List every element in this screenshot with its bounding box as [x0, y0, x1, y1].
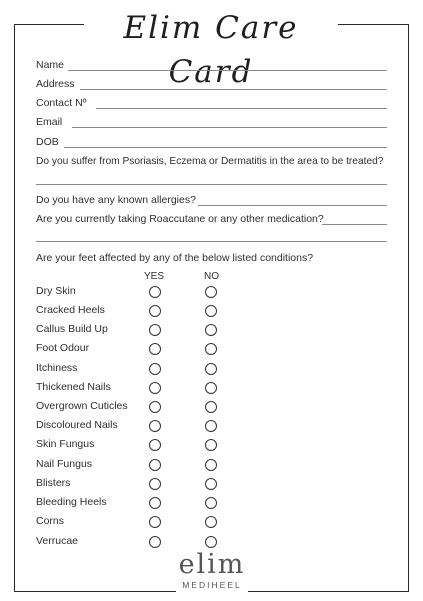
- yes-radio[interactable]: [149, 478, 161, 490]
- no-radio[interactable]: [205, 286, 217, 298]
- conditions-question: Are your feet affected by any of the below listed conditions?: [36, 252, 314, 264]
- condition-label: Verrucae: [36, 535, 79, 547]
- condition-label: Thickened Nails: [36, 381, 111, 393]
- yes-radio[interactable]: [149, 363, 161, 375]
- condition-label: Dry Skin: [36, 285, 76, 297]
- name-label: Name: [36, 59, 65, 71]
- no-radio[interactable]: [205, 324, 217, 336]
- condition-label: Foot Odour: [36, 342, 90, 354]
- no-radio[interactable]: [205, 305, 217, 317]
- contact-field[interactable]: [96, 108, 387, 109]
- yes-radio[interactable]: [149, 286, 161, 298]
- yes-radio[interactable]: [149, 439, 161, 451]
- yes-radio[interactable]: [149, 497, 161, 509]
- condition-label: Itchiness: [36, 362, 78, 374]
- email-label: Email: [36, 116, 63, 128]
- medication-answer-field-2[interactable]: [36, 241, 387, 242]
- medication-question: Are you currently taking Roaccutane or any other medication?: [36, 213, 324, 225]
- condition-label: Blisters: [36, 477, 71, 489]
- no-radio[interactable]: [205, 536, 217, 548]
- yes-radio[interactable]: [149, 305, 161, 317]
- no-radio[interactable]: [205, 478, 217, 490]
- name-field[interactable]: [68, 70, 387, 71]
- address-label: Address: [36, 78, 75, 90]
- elim-logo: elim: [178, 549, 246, 580]
- yes-radio[interactable]: [149, 382, 161, 394]
- no-radio[interactable]: [205, 382, 217, 394]
- yes-radio[interactable]: [149, 401, 161, 413]
- no-radio[interactable]: [205, 420, 217, 432]
- dob-label: DOB: [36, 136, 59, 148]
- skin-question: Do you suffer from Psoriasis, Eczema or Dermatitis in the area to be treated?: [36, 156, 384, 167]
- allergies-answer-field[interactable]: [198, 205, 387, 206]
- condition-label: Overgrown Cuticles: [36, 400, 128, 412]
- yes-radio[interactable]: [149, 343, 161, 355]
- condition-label: Discoloured Nails: [36, 419, 118, 431]
- card-title: Elim Care Card: [123, 10, 299, 90]
- condition-label: Nail Fungus: [36, 458, 93, 470]
- dob-field[interactable]: [64, 147, 387, 148]
- yes-radio[interactable]: [149, 536, 161, 548]
- no-radio[interactable]: [205, 497, 217, 509]
- condition-label: Skin Fungus: [36, 438, 95, 450]
- yes-radio[interactable]: [149, 516, 161, 528]
- medication-answer-field[interactable]: [322, 224, 387, 225]
- yes-column-header: YES: [144, 271, 165, 282]
- no-radio[interactable]: [205, 459, 217, 471]
- no-radio[interactable]: [205, 363, 217, 375]
- allergies-question: Do you have any known allergies?: [36, 194, 196, 206]
- no-radio[interactable]: [205, 401, 217, 413]
- mediheel-logo-text: MEDIHEEL: [182, 580, 242, 590]
- condition-label: Cracked Heels: [36, 304, 105, 316]
- condition-label: Callus Build Up: [36, 323, 108, 335]
- yes-radio[interactable]: [149, 324, 161, 336]
- address-field[interactable]: [80, 89, 387, 90]
- contact-label: Contact Nº: [36, 97, 87, 109]
- condition-label: Corns: [36, 515, 65, 527]
- yes-radio[interactable]: [149, 420, 161, 432]
- no-radio[interactable]: [205, 343, 217, 355]
- condition-label: Bleeding Heels: [36, 496, 107, 508]
- no-column-header: NO: [204, 271, 219, 282]
- no-radio[interactable]: [205, 516, 217, 528]
- email-field[interactable]: [72, 127, 387, 128]
- yes-radio[interactable]: [149, 459, 161, 471]
- no-radio[interactable]: [205, 439, 217, 451]
- skin-answer-field[interactable]: [36, 184, 387, 185]
